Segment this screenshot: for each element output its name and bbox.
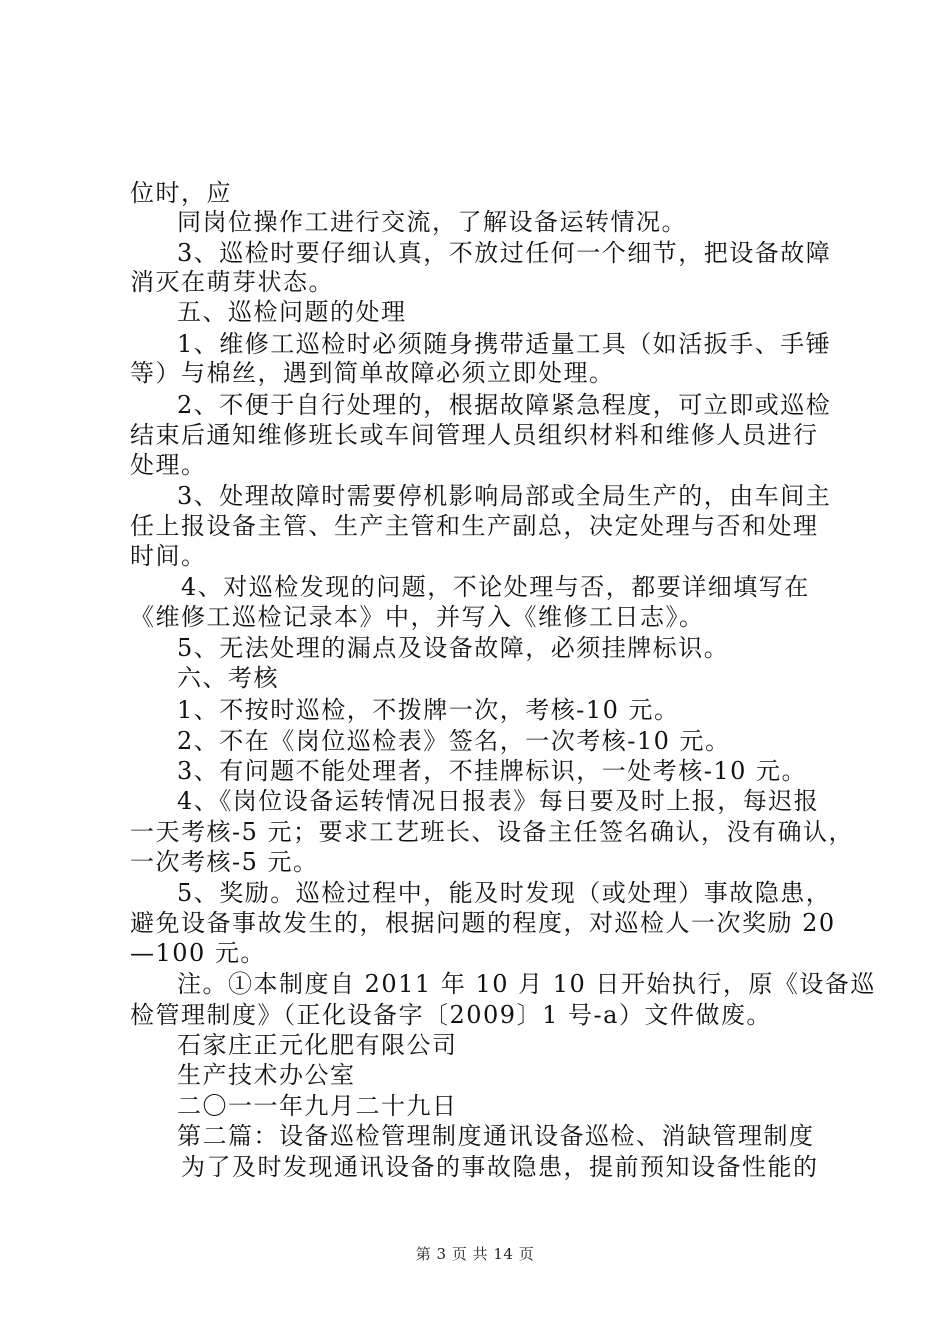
text-line: 1、不按时巡检，不拨牌一次，考核-10 元。 — [177, 696, 680, 724]
text-line: 《维修工巡检记录本》中，并写入《维修工日志》。 — [130, 603, 705, 631]
text-line: 任上报设备主管、生产主管和生产副总，决定处理与否和处理 — [130, 512, 819, 540]
section-heading: 五、巡检问题的处理 — [177, 298, 407, 326]
text-line: 消灭在萌芽状态。 — [130, 268, 334, 296]
department-name: 生产技术办公室 — [177, 1061, 356, 1089]
date-line: 二〇一一年九月二十九日 — [177, 1092, 458, 1120]
text-line: 4、《岗位设备运转情况日报表》每日要及时上报，每迟报 — [177, 787, 820, 815]
text-line: 时间。 — [130, 542, 207, 570]
text-line: 同岗位操作工进行交流，了解设备运转情况。 — [177, 208, 687, 236]
text-line: 一天考核-5 元；要求工艺班长、设备主任签名确认，没有确认， — [130, 818, 855, 846]
note-line: 注。①本制度自 2011 年 10 月 10 日开始执行，原《设备巡 — [177, 970, 876, 998]
text-line: —100 元。 — [130, 939, 266, 967]
text-line: 3、处理故障时需要停机影响局部或全局生产的，由车间主 — [177, 482, 832, 510]
text-line: 4、对巡检发现的问题，不论处理与否，都要详细填写在 — [181, 573, 810, 601]
text-line: 1、维修工巡检时必须随身携带适量工具（如活扳手、手锤 — [177, 330, 832, 358]
page-number-footer: 第 3 页 共 14 页 — [415, 1245, 535, 1263]
section-heading: 六、考核 — [177, 664, 279, 692]
text-line: 5、无法处理的漏点及设备故障，必须挂牌标识。 — [177, 634, 730, 662]
text-line: 2、不在《岗位巡检表》签名，一次考核-10 元。 — [177, 727, 731, 755]
text-line: 3、有问题不能处理者，不挂牌标识，一处考核-10 元。 — [177, 757, 808, 785]
text-line: 避免设备事故发生的，根据问题的程度，对巡检人一次奖励 20 — [130, 909, 836, 937]
text-line: 为了及时发现通讯设备的事故隐患，提前预知设备性能的 — [181, 1153, 819, 1181]
text-line: 一次考核-5 元。 — [130, 848, 319, 876]
text-line: 等）与棉丝，遇到简单故障必须立即处理。 — [130, 359, 615, 387]
text-line: 结束后通知维修班长或车间管理人员组织材料和维修人员进行 — [130, 421, 819, 449]
text-line: 2、不便于自行处理的，根据故障紧急程度，可立即或巡检 — [177, 391, 832, 419]
chapter-title: 第二篇：设备巡检管理制度通讯设备巡检、消缺管理制度 — [177, 1122, 815, 1150]
text-line: 5、奖励。巡检过程中，能及时发现（或处理）事故隐患， — [177, 879, 832, 907]
text-line: 3、巡检时要仔细认真，不放过任何一个细节，把设备故障 — [177, 239, 832, 267]
text-line: 处理。 — [130, 451, 207, 479]
company-name: 石家庄正元化肥有限公司 — [177, 1031, 458, 1059]
note-line: 检管理制度》（正化设备字〔2009〕1 号-a）文件做废。 — [130, 1001, 772, 1029]
text-line: 位时，应 — [130, 179, 232, 207]
